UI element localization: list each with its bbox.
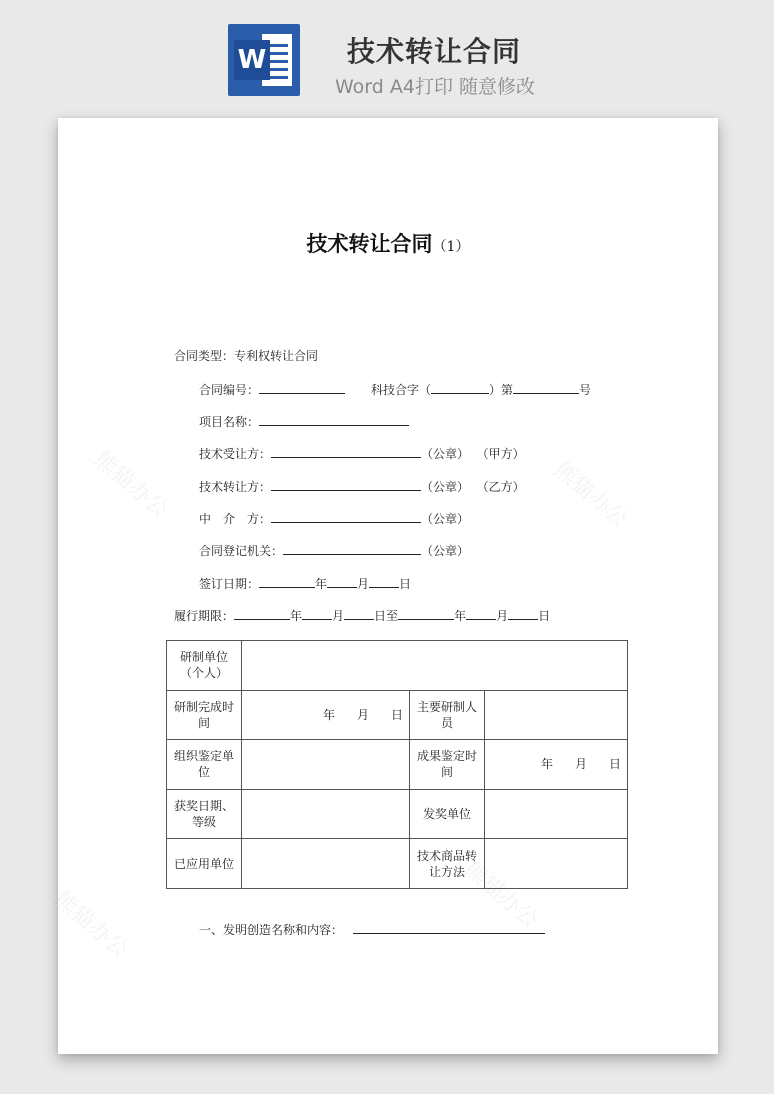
tech-word-blank[interactable] bbox=[431, 381, 489, 394]
project-info-table bbox=[166, 640, 628, 889]
document-title-main: 技术转让合同 bbox=[306, 232, 433, 256]
registry-seal: （公章） bbox=[421, 544, 470, 558]
year-text: 年 bbox=[315, 577, 328, 591]
intermediary-seal: （公章） bbox=[421, 512, 470, 526]
transferee-line bbox=[199, 445, 525, 462]
section-1-line bbox=[199, 921, 545, 938]
project-name-label: 项目名称： bbox=[199, 415, 260, 429]
document-title-suffix: （1） bbox=[432, 239, 470, 255]
table-row bbox=[167, 740, 628, 790]
term-label: 履行期限： bbox=[174, 609, 235, 623]
sign-date-line bbox=[199, 575, 411, 592]
transfer-method-value[interactable] bbox=[485, 839, 628, 889]
contract-number-blank[interactable] bbox=[259, 381, 345, 394]
document-page bbox=[48, 118, 718, 1054]
table-row bbox=[167, 839, 628, 889]
day-text: 日 bbox=[609, 757, 622, 772]
transferor-line bbox=[199, 478, 525, 495]
banner-subtitle: Word A4打印 随意修改 bbox=[334, 76, 535, 98]
transfer-method-label: 技术商品转让方法 bbox=[410, 839, 485, 889]
banner-title: 技术转让合同 bbox=[346, 35, 521, 68]
dev-unit-label: 研制单位（个人） bbox=[167, 641, 242, 691]
section-1-label: 一、发明创造名称和内容： bbox=[199, 923, 344, 937]
award-date-label: 获奖日期、等级 bbox=[167, 789, 242, 839]
tech-number-blank[interactable] bbox=[513, 381, 579, 394]
sign-month-blank[interactable] bbox=[327, 575, 357, 588]
award-unit-value[interactable] bbox=[485, 789, 628, 839]
contract-number-line bbox=[199, 381, 591, 398]
term-start-day-blank[interactable] bbox=[344, 607, 374, 620]
document-title bbox=[58, 228, 718, 258]
transferor-label: 技术转让方： bbox=[199, 480, 272, 494]
month-text: 月 bbox=[575, 757, 588, 772]
watermark: 熊猫办公 bbox=[548, 457, 633, 533]
year-text: 年 bbox=[454, 609, 467, 623]
dev-unit-value[interactable] bbox=[242, 641, 628, 691]
word-logo-icon bbox=[228, 24, 300, 96]
result-appraisal-date-label: 成果鉴定时间 bbox=[410, 740, 485, 790]
main-staff-label: 主要研制人员 bbox=[410, 690, 485, 740]
contract-number-label: 合同编号： bbox=[199, 383, 260, 397]
day-text: 日 bbox=[390, 707, 403, 722]
day-text: 日 bbox=[538, 609, 551, 623]
year-text: 年 bbox=[322, 707, 335, 722]
day-text: 日 bbox=[399, 577, 412, 591]
appraisal-unit-value[interactable] bbox=[242, 740, 410, 790]
sign-year-blank[interactable] bbox=[259, 575, 315, 588]
table-row bbox=[167, 690, 628, 740]
day-to-text: 日至 bbox=[374, 609, 399, 623]
transferee-seal: （公章） bbox=[421, 447, 470, 461]
registry-line bbox=[199, 542, 469, 559]
year-text: 年 bbox=[290, 609, 303, 623]
result-appraisal-date[interactable] bbox=[485, 740, 628, 790]
month-text: 月 bbox=[357, 577, 370, 591]
tech-word-label: 科技合字（ bbox=[371, 383, 432, 397]
applied-unit-value[interactable] bbox=[242, 839, 410, 889]
contract-type: 合同类型：专利权转让合同 bbox=[174, 349, 319, 363]
sign-date-label: 签订日期： bbox=[199, 577, 260, 591]
registry-label: 合同登记机关： bbox=[199, 544, 284, 558]
month-text: 月 bbox=[356, 707, 369, 722]
dev-completion-date[interactable] bbox=[242, 690, 410, 740]
month-text: 月 bbox=[496, 609, 509, 623]
award-unit-label: 发奖单位 bbox=[410, 789, 485, 839]
transferee-blank[interactable] bbox=[271, 445, 421, 458]
applied-unit-label: 已应用单位 bbox=[167, 839, 242, 889]
term-end-month-blank[interactable] bbox=[466, 607, 496, 620]
project-name-blank[interactable] bbox=[259, 413, 409, 426]
tech-word-mid: ）第 bbox=[489, 383, 514, 397]
term-start-month-blank[interactable] bbox=[302, 607, 332, 620]
watermark: 熊猫办公 bbox=[48, 887, 133, 963]
intermediary-label: 中 介 方： bbox=[199, 512, 272, 526]
transferor-seal: （公章） bbox=[421, 480, 470, 494]
sign-day-blank[interactable] bbox=[369, 575, 399, 588]
transferor-role: （乙方） bbox=[476, 480, 525, 494]
term-end-year-blank[interactable] bbox=[398, 607, 454, 620]
award-date-value[interactable] bbox=[242, 789, 410, 839]
project-name-line bbox=[199, 413, 409, 430]
word-logo-letter: W bbox=[234, 40, 270, 80]
term-end-day-blank[interactable] bbox=[508, 607, 538, 620]
intermediary-line bbox=[199, 510, 469, 527]
year-text: 年 bbox=[540, 757, 553, 772]
transferee-label: 技术受让方： bbox=[199, 447, 272, 461]
table-row bbox=[167, 789, 628, 839]
transferee-role: （甲方） bbox=[476, 447, 525, 461]
section-1-blank[interactable] bbox=[353, 921, 545, 934]
transferor-blank[interactable] bbox=[271, 478, 421, 491]
tech-word-end: 号 bbox=[579, 383, 592, 397]
table-row bbox=[167, 641, 628, 691]
appraisal-unit-label: 组织鉴定单位 bbox=[167, 740, 242, 790]
dev-completion-label: 研制完成时间 bbox=[167, 690, 242, 740]
term-start-year-blank[interactable] bbox=[234, 607, 290, 620]
watermark: 熊猫办公 bbox=[88, 447, 173, 523]
term-line bbox=[174, 607, 550, 624]
month-text: 月 bbox=[332, 609, 345, 623]
main-staff-value[interactable] bbox=[485, 690, 628, 740]
intermediary-blank[interactable] bbox=[271, 510, 421, 523]
registry-blank[interactable] bbox=[283, 542, 421, 555]
watermark: 熊猫办公 bbox=[458, 857, 543, 933]
